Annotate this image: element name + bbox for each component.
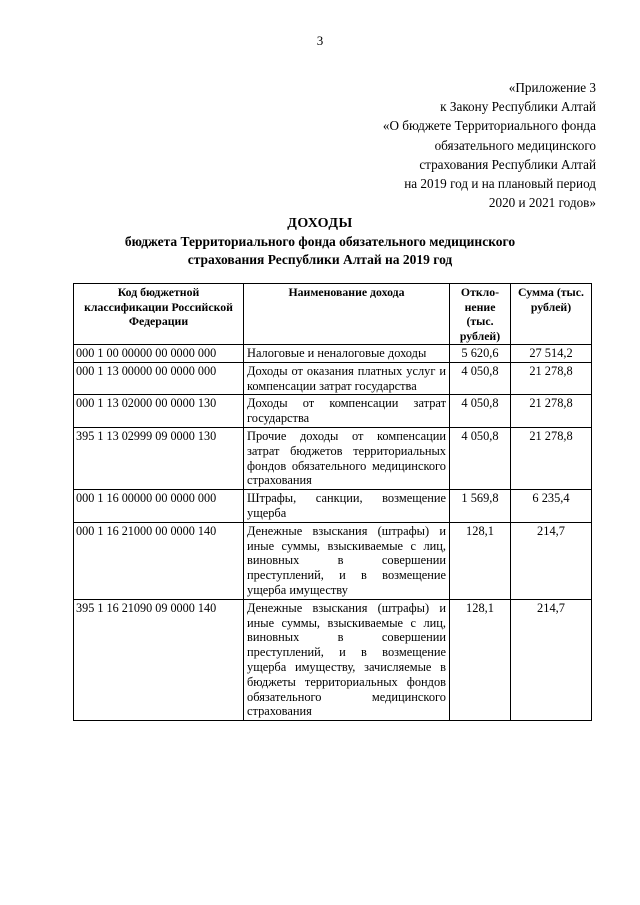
cell-name: Денежные взыскания (штрафы) и иные суммы, взыскиваемые с лиц, виновных в совершении преступлений, и в возмещение ущерба имуществу, зачисляемые в бюджеты территориальных фондов обязательного медицинского страхования bbox=[244, 599, 450, 720]
header-deviation: Откло-нение (тыс. рублей) bbox=[450, 284, 511, 345]
header-sum: Сумма (тыс. рублей) bbox=[511, 284, 592, 345]
appendix-line: к Закону Республики Алтай bbox=[440, 99, 596, 115]
cell-code: 000 1 16 21000 00 0000 140 bbox=[74, 522, 244, 599]
table-row bbox=[74, 362, 592, 395]
header-name: Наименование дохода bbox=[244, 284, 450, 345]
cell-deviation: 5 620,6 bbox=[450, 345, 511, 363]
table-row bbox=[74, 522, 592, 599]
appendix-line: обязательного медицинского bbox=[434, 137, 596, 153]
cell-code: 000 1 16 00000 00 0000 000 bbox=[74, 490, 244, 523]
cell-sum: 214,7 bbox=[511, 599, 592, 720]
table-row bbox=[74, 490, 592, 523]
cell-code: 000 1 13 00000 00 0000 000 bbox=[74, 362, 244, 395]
cell-deviation: 128,1 bbox=[450, 599, 511, 720]
cell-sum: 27 514,2 bbox=[511, 345, 592, 363]
table-row bbox=[74, 599, 592, 720]
document-subtitle-line: бюджета Территориального фонда обязательного медицинского bbox=[124, 234, 516, 249]
cell-name: Прочие доходы от компенсации затрат бюджетов территориальных фондов обязательного медицинского страхования bbox=[244, 427, 450, 489]
cell-deviation: 4 050,8 bbox=[450, 427, 511, 489]
cell-deviation: 4 050,8 bbox=[450, 362, 511, 395]
table-row bbox=[74, 395, 592, 428]
cell-sum: 6 235,4 bbox=[511, 490, 592, 523]
cell-name: Доходы от оказания платных услуг и компенсации затрат государства bbox=[244, 362, 450, 395]
appendix-line: «О бюджете Территориального фонда bbox=[382, 118, 596, 134]
appendix-reference bbox=[383, 78, 596, 212]
table-row bbox=[74, 345, 592, 363]
cell-name: Штрафы, санкции, возмещение ущерба bbox=[244, 490, 450, 523]
cell-code: 395 1 16 21090 09 0000 140 bbox=[74, 599, 244, 720]
cell-sum: 21 278,8 bbox=[511, 395, 592, 428]
document-subtitle-line: страхования Республики Алтай на 2019 год bbox=[187, 252, 453, 267]
cell-code: 000 1 00 00000 00 0000 000 bbox=[74, 345, 244, 363]
income-table bbox=[73, 283, 592, 721]
cell-deviation: 4 050,8 bbox=[450, 395, 511, 428]
page-number: 3 bbox=[316, 33, 324, 48]
header-code: Код бюджетной классификации Российской Федерации bbox=[74, 284, 244, 345]
cell-code: 000 1 13 02000 00 0000 130 bbox=[74, 395, 244, 428]
document-heading bbox=[0, 215, 640, 269]
cell-name: Доходы от компенсации затрат государства bbox=[244, 395, 450, 428]
cell-sum: 21 278,8 bbox=[511, 427, 592, 489]
appendix-line: 2020 и 2021 годов» bbox=[488, 195, 596, 211]
table-header-row bbox=[74, 284, 592, 345]
cell-sum: 214,7 bbox=[511, 522, 592, 599]
cell-sum: 21 278,8 bbox=[511, 362, 592, 395]
cell-code: 395 1 13 02999 09 0000 130 bbox=[74, 427, 244, 489]
cell-deviation: 128,1 bbox=[450, 522, 511, 599]
cell-name: Денежные взыскания (штрафы) и иные суммы, взыскиваемые с лиц, виновных в совершении преступлений, и в возмещение ущерба имуществу bbox=[244, 522, 450, 599]
cell-name: Налоговые и неналоговые доходы bbox=[244, 345, 450, 363]
cell-deviation: 1 569,8 bbox=[450, 490, 511, 523]
appendix-line: страхования Республики Алтай bbox=[419, 156, 596, 172]
appendix-line: на 2019 год и на плановый период bbox=[404, 176, 596, 192]
document-title: ДОХОДЫ bbox=[287, 216, 353, 231]
table-row bbox=[74, 427, 592, 489]
appendix-line: «Приложение 3 bbox=[508, 80, 596, 95]
